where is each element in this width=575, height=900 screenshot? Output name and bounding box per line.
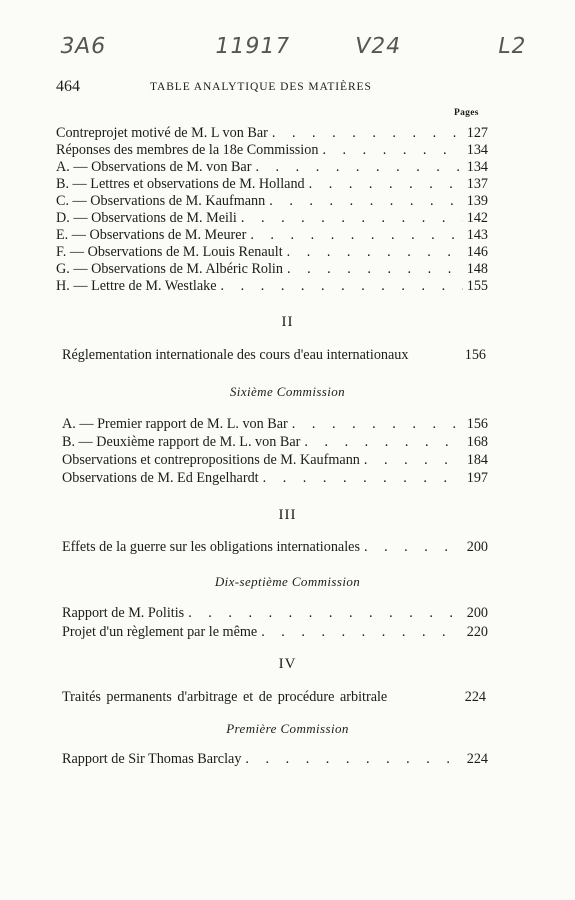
leader-dots [241,751,462,767]
handwritten-annotation-3: V24 [352,34,404,59]
entry-title: Réglementation internationale des cours d'eau internationaux [62,347,409,363]
section-numeral: III [278,507,297,523]
entry-page: 139 [466,193,488,209]
toc-entry [56,227,488,243]
handwritten-annotation-2: 11917 [212,34,293,59]
toc-entry [56,125,488,141]
section-heading [62,539,488,555]
toc-entry [62,416,488,432]
entry-page: 156 [466,416,488,432]
toc-entry [62,434,488,450]
toc-entry [56,159,488,175]
toc-entry [56,193,488,209]
entry-page: 155 [466,278,488,294]
entry-page: 224 [466,751,488,767]
entry-title: Effets de la guerre sur les obligations internationales [62,539,360,555]
toc-entry [56,278,488,294]
entry-page: 127 [466,125,488,141]
commission-title: Sixième Commission [229,384,346,399]
entry-page: 134 [466,142,488,158]
leader-dots [288,416,463,432]
toc-entry [62,605,488,621]
entry-title: F. — Observations de M. Louis Renault [56,244,283,260]
entry-title: Projet d'un règlement par le même [62,624,258,640]
entry-title: G. — Observations de M. Albéric Rolin [56,261,283,277]
entry-title: Traités permanents d'arbitrage et de procédure arbitrale [62,689,388,705]
entry-title: A. — Premier rapport de M. L. von Bar [62,416,288,432]
entry-page: 148 [466,261,488,277]
leader-dots [265,193,462,209]
entry-page: 156 [464,347,486,363]
leader-dots [360,452,463,468]
entry-page: 137 [466,176,488,192]
entry-title: Rapport de M. Politis [62,605,185,621]
pages-column-label: Pages [454,108,479,118]
leader-dots [283,261,463,277]
toc-entry [62,624,488,640]
entry-title: H. — Lettre de M. Westlake [56,278,217,294]
entry-title: Contreprojet motivé de M. L von Bar [56,125,268,141]
leader-dots [318,142,462,158]
toc-entry [62,470,488,486]
handwritten-annotation-1: 3A6 [57,34,109,59]
entry-title: A. — Observations de M. von Bar [56,159,252,175]
handwritten-annotation-4: L2 [495,34,529,59]
entry-title: B. — Lettres et observations de M. Holland [56,176,305,192]
entry-page: 168 [466,434,488,450]
entry-page: 200 [466,539,488,555]
leader-dots [251,159,462,175]
section-heading [62,347,486,363]
page-number: 464 [56,78,80,95]
entry-page: 134 [466,159,488,175]
leader-dots [217,278,463,294]
entry-title: C. — Observations de M. Kaufmann [56,193,266,209]
toc-entry [56,210,488,226]
entry-title: B. — Deuxième rapport de M. L. von Bar [62,434,301,450]
leader-dots [184,605,463,621]
leader-dots [305,176,463,192]
entry-page: 220 [466,624,488,640]
commission-title: Première Commission [226,721,349,736]
running-head: TABLE ANALYTIQUE DES MATIÈRES [150,81,372,93]
section-heading [62,689,486,705]
entry-page: 224 [464,689,486,705]
entry-title: Observations de M. Ed Engelhardt [62,470,259,486]
entry-page: 200 [466,605,488,621]
toc-entry [56,142,488,158]
commission-title: Dix-septième Commission [214,574,361,589]
toc-entry [56,261,488,277]
entry-title: D. — Observations de M. Meili [56,210,237,226]
toc-entry [56,176,488,192]
section-numeral: IV [278,656,297,672]
leader-dots [300,434,462,450]
entry-page: 197 [466,470,488,486]
entry-title: E. — Observations de M. Meurer [56,227,247,243]
leader-dots [360,539,463,555]
entry-page: 184 [466,452,488,468]
entry-title: Réponses des membres de la 18e Commission [56,142,319,158]
leader-dots [257,624,463,640]
entry-page: 143 [466,227,488,243]
section-numeral: II [281,314,294,330]
entry-title: Observations et contrepropositions de M. Kaufmann [62,452,360,468]
toc-entry [62,751,488,767]
leader-dots [268,125,463,141]
leader-dots [259,470,463,486]
toc-entry [62,452,488,468]
leader-dots [237,210,463,226]
entry-title: Rapport de Sir Thomas Barclay [62,751,242,767]
entry-page: 146 [466,244,488,260]
leader-dots [283,244,463,260]
leader-dots [246,227,462,243]
entry-page: 142 [466,210,488,226]
toc-entry [56,244,488,260]
